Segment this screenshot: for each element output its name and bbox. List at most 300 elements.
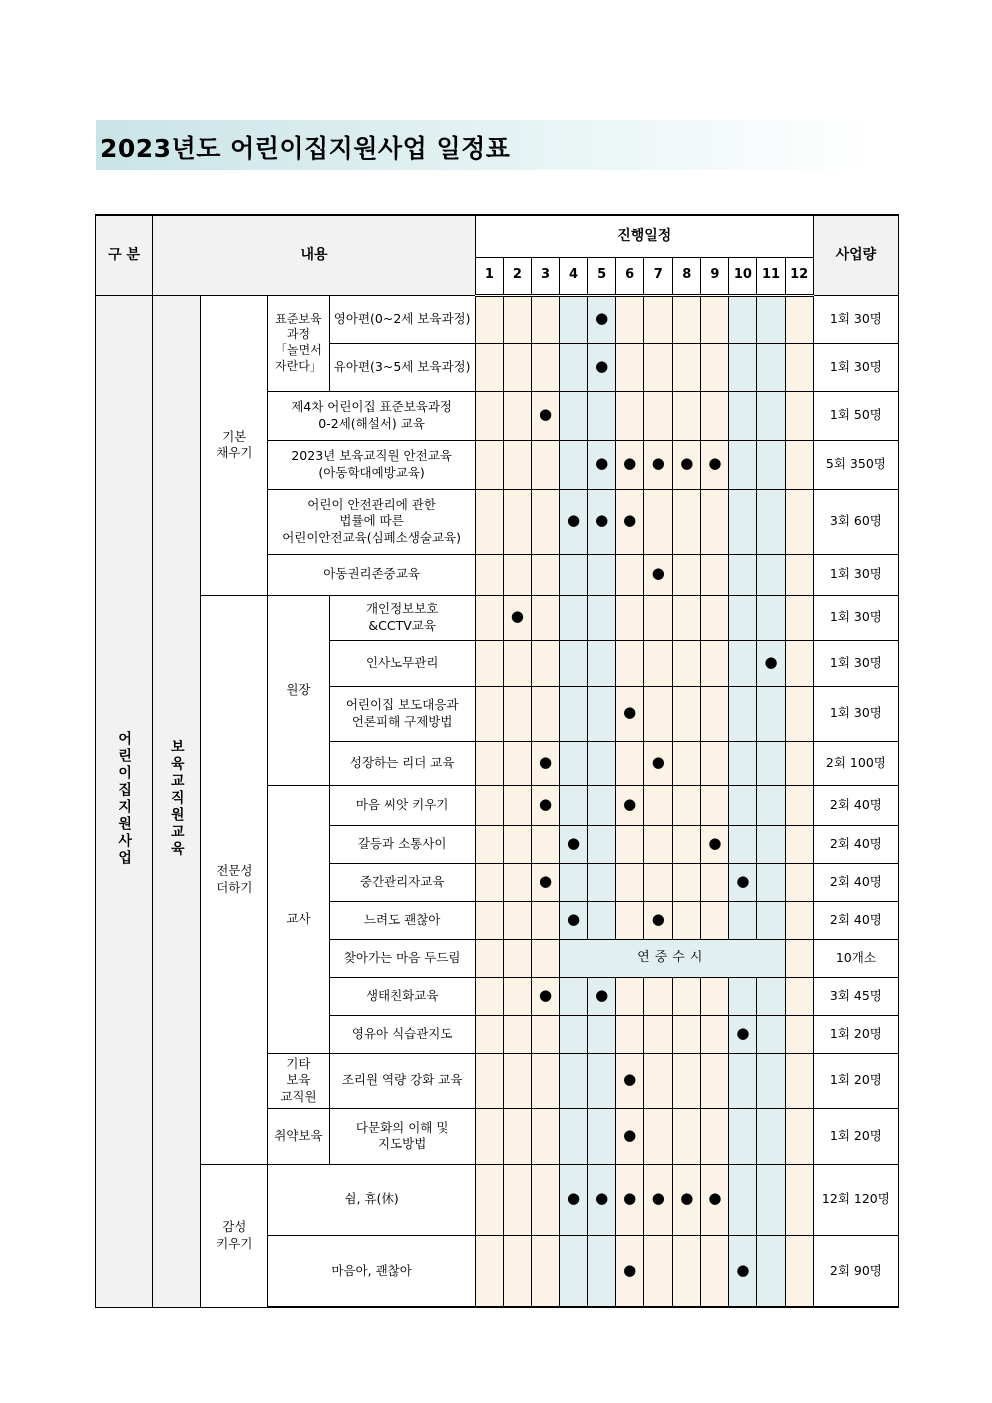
month-cell bbox=[616, 825, 644, 863]
schedule-dot: ● bbox=[595, 511, 609, 530]
schedule-dot: ● bbox=[623, 1125, 637, 1144]
month-cell bbox=[785, 440, 813, 489]
volume-header: 사업량 bbox=[813, 215, 898, 295]
month-header-9: 9 bbox=[701, 257, 729, 295]
month-cell bbox=[531, 295, 559, 343]
month-cell bbox=[644, 686, 673, 741]
month-cell bbox=[785, 1015, 813, 1053]
month-cell bbox=[560, 686, 588, 741]
month-cell bbox=[729, 686, 757, 741]
month-cell bbox=[616, 1164, 644, 1235]
month-cell bbox=[503, 939, 531, 977]
category-other-staff: 기타 보육 교직원 bbox=[268, 1053, 329, 1108]
month-header-11: 11 bbox=[757, 257, 785, 295]
month-cell bbox=[588, 863, 616, 901]
month-cell bbox=[757, 595, 785, 640]
schedule-dot: ● bbox=[567, 511, 581, 530]
month-cell bbox=[785, 741, 813, 785]
month-cell bbox=[560, 901, 588, 939]
month-cell bbox=[729, 1235, 757, 1307]
month-cell bbox=[503, 1015, 531, 1053]
month-cell bbox=[757, 863, 785, 901]
month-cell bbox=[616, 343, 644, 391]
category-header: 구 분 bbox=[96, 215, 153, 295]
month-cell bbox=[475, 785, 503, 825]
schedule-dot: ● bbox=[651, 909, 665, 928]
month-cell bbox=[644, 640, 673, 686]
month-cell bbox=[588, 391, 616, 440]
table-row bbox=[96, 295, 899, 343]
schedule-table bbox=[95, 214, 899, 1308]
month-cell bbox=[475, 686, 503, 741]
table-row bbox=[96, 595, 899, 640]
month-cell bbox=[757, 785, 785, 825]
row-label: 마음 씨앗 키우기 bbox=[329, 785, 475, 825]
month-cell bbox=[785, 343, 813, 391]
schedule-dot: ● bbox=[651, 564, 665, 583]
month-cell bbox=[560, 785, 588, 825]
month-cell bbox=[757, 1164, 785, 1235]
month-cell bbox=[757, 1015, 785, 1053]
month-cell bbox=[503, 825, 531, 863]
schedule-dot: ● bbox=[623, 1070, 637, 1089]
month-cell bbox=[757, 825, 785, 863]
month-cell bbox=[531, 1235, 559, 1307]
month-cell bbox=[531, 595, 559, 640]
category-teacher: 교사 bbox=[268, 785, 329, 1053]
row-amount: 2회 100명 bbox=[813, 741, 898, 785]
row-label: 아동권리존중교육 bbox=[268, 554, 475, 595]
month-cell bbox=[757, 440, 785, 489]
row-amount: 1회 30명 bbox=[813, 295, 898, 343]
row-label: 중간관리자교육 bbox=[329, 863, 475, 901]
row-amount: 1회 20명 bbox=[813, 1015, 898, 1053]
schedule-dot: ● bbox=[538, 871, 553, 890]
month-cell bbox=[673, 686, 701, 741]
month-cell bbox=[757, 1053, 785, 1108]
row-amount: 2회 40명 bbox=[813, 785, 898, 825]
row-label: 쉼, 휴(休) bbox=[268, 1164, 475, 1235]
schedule-dot: ● bbox=[623, 794, 637, 813]
month-cell bbox=[588, 640, 616, 686]
month-cell bbox=[475, 391, 503, 440]
schedule-dot: ● bbox=[651, 752, 665, 771]
month-cell bbox=[588, 977, 616, 1015]
month-cell bbox=[785, 489, 813, 554]
content-header: 내용 bbox=[153, 215, 476, 295]
page-title: 2023년도 어린이집지원사업 일정표 bbox=[100, 134, 511, 163]
category-level2 bbox=[153, 295, 201, 1307]
month-cell bbox=[560, 343, 588, 391]
month-cell bbox=[785, 977, 813, 1015]
month-cell bbox=[701, 554, 729, 595]
month-cell bbox=[757, 489, 785, 554]
month-cell bbox=[588, 1235, 616, 1307]
month-cell bbox=[757, 741, 785, 785]
month-cell bbox=[531, 825, 559, 863]
month-cell bbox=[701, 686, 729, 741]
month-cell bbox=[729, 595, 757, 640]
month-cell bbox=[729, 440, 757, 489]
month-cell bbox=[531, 863, 559, 901]
schedule-dot: ● bbox=[595, 309, 609, 328]
month-cell bbox=[785, 554, 813, 595]
schedule-dot: ● bbox=[538, 794, 553, 813]
month-cell bbox=[588, 901, 616, 939]
schedule-dot: ● bbox=[736, 1023, 750, 1042]
month-cell bbox=[588, 489, 616, 554]
schedule-dot: ● bbox=[764, 652, 778, 671]
month-cell bbox=[785, 1108, 813, 1164]
month-cell bbox=[644, 440, 673, 489]
month-cell bbox=[475, 863, 503, 901]
row-amount: 1회 30명 bbox=[813, 686, 898, 741]
schedule-header: 진행일정 bbox=[475, 215, 813, 257]
month-cell bbox=[475, 440, 503, 489]
month-cell bbox=[588, 1015, 616, 1053]
month-cell bbox=[616, 1015, 644, 1053]
month-cell bbox=[757, 295, 785, 343]
month-cell bbox=[616, 901, 644, 939]
schedule-dot: ● bbox=[623, 454, 637, 473]
month-cell bbox=[475, 295, 503, 343]
row-amount: 2회 90명 bbox=[813, 1235, 898, 1307]
month-cell bbox=[531, 440, 559, 489]
month-cell bbox=[673, 295, 701, 343]
month-cell bbox=[673, 489, 701, 554]
row-label: 2023년 보육교직원 안전교육 (아동학대예방교육) bbox=[268, 440, 475, 489]
month-cell bbox=[503, 554, 531, 595]
category-standard-curriculum: 표준보육 과정 「놀면서 자란다」 bbox=[268, 295, 329, 391]
month-cell bbox=[475, 1108, 503, 1164]
month-cell bbox=[729, 741, 757, 785]
month-cell bbox=[729, 391, 757, 440]
month-cell bbox=[673, 901, 701, 939]
schedule-dot: ● bbox=[680, 1189, 694, 1208]
row-amount: 1회 20명 bbox=[813, 1108, 898, 1164]
month-cell bbox=[644, 863, 673, 901]
month-cell bbox=[644, 1164, 673, 1235]
month-cell bbox=[785, 1053, 813, 1108]
month-cell bbox=[785, 901, 813, 939]
month-cell bbox=[475, 595, 503, 640]
month-cell bbox=[729, 295, 757, 343]
month-cell bbox=[531, 1164, 559, 1235]
month-cell bbox=[729, 554, 757, 595]
month-cell bbox=[729, 863, 757, 901]
month-cell bbox=[616, 295, 644, 343]
month-cell bbox=[560, 595, 588, 640]
month-cell bbox=[757, 343, 785, 391]
month-cell bbox=[673, 741, 701, 785]
row-amount: 12회 120명 bbox=[813, 1164, 898, 1235]
month-header-1: 1 bbox=[475, 257, 503, 295]
month-cell bbox=[503, 489, 531, 554]
row-amount: 1회 30명 bbox=[813, 640, 898, 686]
row-label: 느려도 괜찮아 bbox=[329, 901, 475, 939]
month-cell bbox=[673, 391, 701, 440]
month-cell bbox=[616, 1235, 644, 1307]
schedule-dot: ● bbox=[708, 1189, 722, 1208]
month-header-7: 7 bbox=[644, 257, 673, 295]
month-cell bbox=[701, 440, 729, 489]
month-cell bbox=[785, 1164, 813, 1235]
month-cell bbox=[531, 343, 559, 391]
month-header-12: 12 bbox=[785, 257, 813, 295]
month-cell bbox=[673, 977, 701, 1015]
schedule-dot: ● bbox=[736, 1260, 750, 1279]
month-cell bbox=[503, 977, 531, 1015]
month-cell bbox=[644, 977, 673, 1015]
month-cell bbox=[729, 640, 757, 686]
schedule-dot: ● bbox=[623, 703, 637, 722]
row-label: 다문화의 이해 및 지도방법 bbox=[329, 1108, 475, 1164]
schedule-dot: ● bbox=[708, 833, 722, 852]
month-cell bbox=[757, 391, 785, 440]
row-label: 인사노무관리 bbox=[329, 640, 475, 686]
category-vulnerable: 취약보육 bbox=[268, 1108, 329, 1164]
schedule-dot: ● bbox=[623, 1260, 637, 1279]
month-cell bbox=[644, 295, 673, 343]
month-cell bbox=[475, 901, 503, 939]
month-cell bbox=[503, 686, 531, 741]
row-amount: 3회 60명 bbox=[813, 489, 898, 554]
month-cell bbox=[560, 741, 588, 785]
month-cell bbox=[475, 489, 503, 554]
month-cell bbox=[673, 640, 701, 686]
month-cell bbox=[644, 1108, 673, 1164]
month-cell bbox=[757, 1108, 785, 1164]
month-cell bbox=[701, 1164, 729, 1235]
month-header-6: 6 bbox=[616, 257, 644, 295]
category-level2-text: 보육교직원교육 bbox=[168, 739, 185, 859]
month-cell bbox=[701, 391, 729, 440]
month-cell bbox=[757, 554, 785, 595]
month-cell bbox=[729, 343, 757, 391]
month-cell bbox=[644, 1235, 673, 1307]
month-cell bbox=[673, 1108, 701, 1164]
month-cell bbox=[503, 391, 531, 440]
month-cell bbox=[531, 554, 559, 595]
title-bar bbox=[96, 120, 872, 170]
month-cell bbox=[475, 1235, 503, 1307]
month-cell bbox=[673, 1053, 701, 1108]
month-cell bbox=[560, 295, 588, 343]
schedule-dot: ● bbox=[680, 454, 694, 473]
month-cell bbox=[588, 1108, 616, 1164]
month-cell bbox=[560, 1235, 588, 1307]
month-cell bbox=[588, 1053, 616, 1108]
schedule-dot: ● bbox=[595, 985, 609, 1004]
month-cell bbox=[673, 1164, 701, 1235]
month-cell bbox=[673, 863, 701, 901]
month-cell bbox=[588, 1164, 616, 1235]
month-cell bbox=[644, 343, 673, 391]
month-cell bbox=[701, 741, 729, 785]
month-cell bbox=[475, 1015, 503, 1053]
month-cell bbox=[560, 977, 588, 1015]
month-cell bbox=[560, 391, 588, 440]
row-amount: 2회 40명 bbox=[813, 863, 898, 901]
month-cell bbox=[531, 741, 559, 785]
month-cell bbox=[588, 440, 616, 489]
month-cell bbox=[785, 295, 813, 343]
row-amount: 1회 30명 bbox=[813, 343, 898, 391]
month-cell bbox=[785, 686, 813, 741]
month-cell bbox=[560, 1015, 588, 1053]
month-cell bbox=[588, 343, 616, 391]
month-cell bbox=[701, 1053, 729, 1108]
month-cell bbox=[616, 1108, 644, 1164]
month-cell bbox=[644, 554, 673, 595]
row-amount: 10개소 bbox=[813, 939, 898, 977]
category-expert: 전문성 더하기 bbox=[201, 595, 268, 1164]
month-cell bbox=[616, 640, 644, 686]
month-cell bbox=[729, 977, 757, 1015]
month-header-2: 2 bbox=[503, 257, 531, 295]
month-header-5: 5 bbox=[588, 257, 616, 295]
month-header-8: 8 bbox=[673, 257, 701, 295]
month-cell bbox=[475, 741, 503, 785]
schedule-dot: ● bbox=[595, 454, 609, 473]
schedule-dot: ● bbox=[595, 356, 609, 375]
month-cell bbox=[673, 1235, 701, 1307]
month-cell bbox=[503, 1164, 531, 1235]
month-cell bbox=[531, 1015, 559, 1053]
month-cell bbox=[531, 489, 559, 554]
month-cell bbox=[616, 1053, 644, 1108]
month-cell bbox=[560, 640, 588, 686]
month-cell bbox=[701, 1015, 729, 1053]
month-cell bbox=[729, 1015, 757, 1053]
row-amount: 1회 30명 bbox=[813, 554, 898, 595]
month-cell bbox=[673, 595, 701, 640]
month-cell bbox=[701, 595, 729, 640]
month-cell bbox=[475, 1053, 503, 1108]
month-cell bbox=[475, 1164, 503, 1235]
month-cell bbox=[531, 977, 559, 1015]
month-cell bbox=[729, 785, 757, 825]
month-cell bbox=[757, 977, 785, 1015]
month-cell bbox=[616, 686, 644, 741]
month-cell bbox=[729, 1164, 757, 1235]
category-emotion: 감성 키우기 bbox=[201, 1164, 268, 1307]
month-cell bbox=[785, 863, 813, 901]
table-row bbox=[96, 1164, 899, 1235]
month-cell bbox=[616, 440, 644, 489]
row-label: 마음아, 괜찮아 bbox=[268, 1235, 475, 1307]
category-level1-text: 어린이집지원사업 bbox=[116, 730, 133, 867]
schedule-dot: ● bbox=[595, 1189, 609, 1208]
month-cell bbox=[701, 825, 729, 863]
month-cell bbox=[701, 863, 729, 901]
month-cell bbox=[531, 785, 559, 825]
month-cell bbox=[701, 1108, 729, 1164]
month-cell bbox=[503, 640, 531, 686]
month-cell bbox=[785, 391, 813, 440]
month-cell bbox=[616, 391, 644, 440]
row-amount: 1회 30명 bbox=[813, 595, 898, 640]
month-cell bbox=[531, 1053, 559, 1108]
month-header-10: 10 bbox=[729, 257, 757, 295]
row-label: 영유아 식습관지도 bbox=[329, 1015, 475, 1053]
month-cell bbox=[588, 295, 616, 343]
row-amount: 2회 40명 bbox=[813, 901, 898, 939]
row-label: 어린이 안전관리에 관한 법률에 따른 어린이안전교육(심폐소생술교육) bbox=[268, 489, 475, 554]
row-label: 개인정보보호 &CCTV교육 bbox=[329, 595, 475, 640]
year-round-cell: 연중수시 bbox=[560, 939, 786, 977]
month-cell bbox=[701, 1235, 729, 1307]
row-label: 어린이집 보도대응과 언론피해 구제방법 bbox=[329, 686, 475, 741]
row-amount: 1회 20명 bbox=[813, 1053, 898, 1108]
month-cell bbox=[560, 554, 588, 595]
month-cell bbox=[616, 595, 644, 640]
schedule-dot: ● bbox=[736, 871, 750, 890]
month-cell bbox=[503, 785, 531, 825]
schedule-dot: ● bbox=[567, 1189, 581, 1208]
month-cell bbox=[588, 595, 616, 640]
month-cell bbox=[616, 977, 644, 1015]
month-cell bbox=[785, 640, 813, 686]
month-cell bbox=[503, 1108, 531, 1164]
schedule-dot: ● bbox=[651, 1189, 665, 1208]
month-cell bbox=[531, 686, 559, 741]
row-amount: 2회 40명 bbox=[813, 825, 898, 863]
month-cell bbox=[673, 440, 701, 489]
schedule-dot: ● bbox=[538, 985, 553, 1004]
month-cell bbox=[644, 595, 673, 640]
row-amount: 3회 45명 bbox=[813, 977, 898, 1015]
month-cell bbox=[503, 863, 531, 901]
month-cell bbox=[785, 595, 813, 640]
month-cell bbox=[701, 640, 729, 686]
month-cell bbox=[560, 440, 588, 489]
row-amount: 5회 350명 bbox=[813, 440, 898, 489]
month-cell bbox=[475, 554, 503, 595]
month-cell bbox=[503, 343, 531, 391]
month-cell bbox=[503, 440, 531, 489]
month-cell bbox=[616, 554, 644, 595]
row-label: 조리원 역량 강화 교육 bbox=[329, 1053, 475, 1108]
month-cell bbox=[729, 1053, 757, 1108]
month-cell bbox=[531, 391, 559, 440]
month-cell bbox=[503, 901, 531, 939]
month-cell bbox=[644, 391, 673, 440]
month-cell bbox=[701, 977, 729, 1015]
month-cell bbox=[701, 343, 729, 391]
month-cell bbox=[785, 1235, 813, 1307]
month-header-3: 3 bbox=[531, 257, 559, 295]
month-cell bbox=[560, 1164, 588, 1235]
month-cell bbox=[560, 1053, 588, 1108]
month-cell bbox=[785, 939, 813, 977]
month-cell bbox=[701, 901, 729, 939]
month-cell bbox=[531, 901, 559, 939]
schedule-dot: ● bbox=[567, 833, 581, 852]
row-amount: 1회 50명 bbox=[813, 391, 898, 440]
category-director: 원장 bbox=[268, 595, 329, 785]
row-label: 갈등과 소통사이 bbox=[329, 825, 475, 863]
month-cell bbox=[701, 295, 729, 343]
month-cell bbox=[475, 977, 503, 1015]
month-cell bbox=[588, 825, 616, 863]
month-cell bbox=[475, 343, 503, 391]
month-cell bbox=[729, 901, 757, 939]
month-cell bbox=[673, 343, 701, 391]
month-cell bbox=[644, 825, 673, 863]
month-cell bbox=[757, 640, 785, 686]
month-cell bbox=[475, 825, 503, 863]
